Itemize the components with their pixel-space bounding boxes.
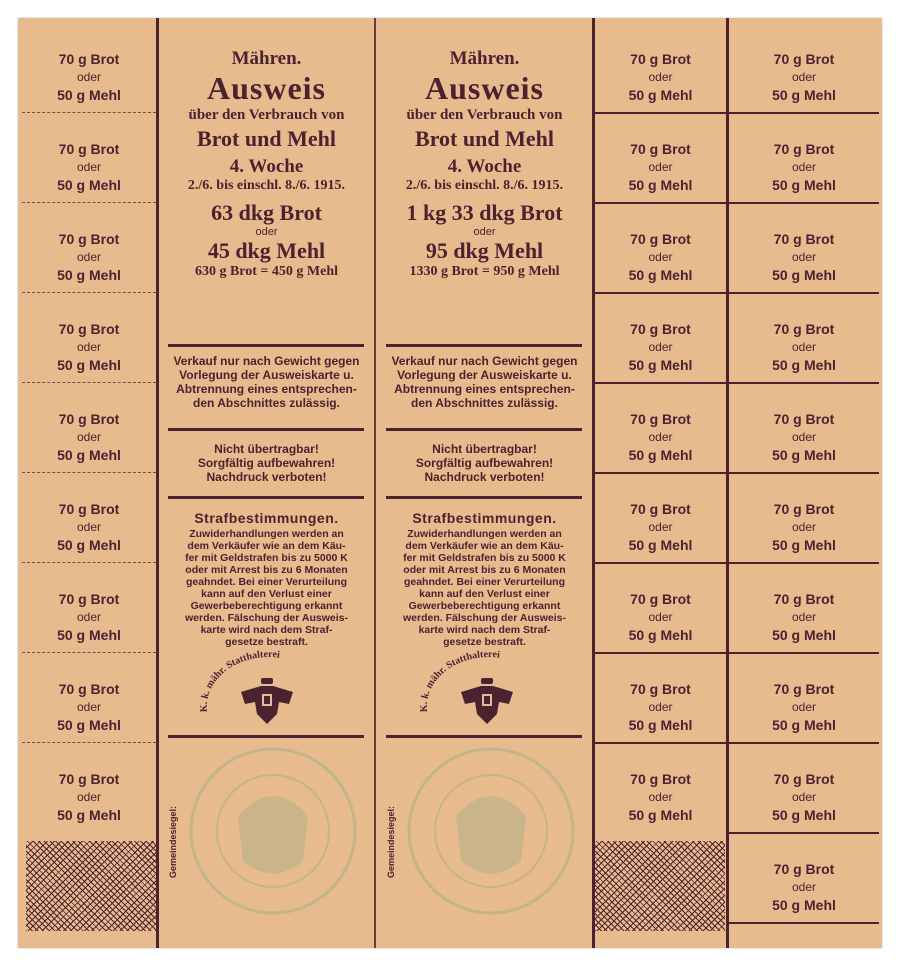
coupon-perforation xyxy=(595,562,726,564)
coupon-mehl: 50 g Mehl xyxy=(772,357,836,373)
coupon-brot: 70 g Brot xyxy=(630,231,691,247)
coupon-perforation xyxy=(729,832,879,834)
coupon-70g-brot-50g-mehl[interactable] xyxy=(595,50,726,104)
coupon-oder: oder xyxy=(791,250,817,264)
penalty-line: dem Verkäufer wie an dem Käu- xyxy=(405,540,564,552)
panel-week: 4. Woche xyxy=(229,156,304,177)
panel-oder: oder xyxy=(255,226,278,238)
coupon-brot: 70 g Brot xyxy=(630,771,691,787)
panel-divider xyxy=(386,496,582,499)
coupon-perforation xyxy=(595,382,726,384)
coupon-brot: 70 g Brot xyxy=(773,141,835,157)
warning-line: Nicht übertragbar! xyxy=(214,442,319,456)
coupon-70g-brot-50g-mehl[interactable] xyxy=(22,590,156,644)
coupon-oder: oder xyxy=(791,880,817,894)
coupon-70g-brot-50g-mehl[interactable] xyxy=(22,140,156,194)
coupon-70g-brot-50g-mehl[interactable] xyxy=(22,500,156,554)
coupon-mehl: 50 g Mehl xyxy=(772,537,836,553)
penalty-text xyxy=(377,528,592,648)
panel-oder: oder xyxy=(473,226,496,238)
sale-rule-line: Verkauf nur nach Gewicht gegen xyxy=(391,354,578,368)
panel-penalties xyxy=(377,510,592,648)
coupon-mehl: 50 g Mehl xyxy=(57,717,121,733)
coupon-70g-brot-50g-mehl[interactable] xyxy=(595,140,726,194)
panel-divider xyxy=(386,428,582,431)
penalty-line: karte wird nach dem Straf- xyxy=(418,624,551,636)
coupon-mehl: 50 g Mehl xyxy=(57,177,121,193)
coupon-perforation xyxy=(729,202,879,204)
coupon-oder: oder xyxy=(76,520,102,534)
coupon-mehl: 50 g Mehl xyxy=(772,897,836,913)
municipal-stamp xyxy=(178,736,368,926)
panel-equivalence: 630 g Brot = 450 g Mehl xyxy=(194,264,339,279)
municipal-stamp xyxy=(396,736,586,926)
coupon-oder: oder xyxy=(76,250,102,264)
coupon-perforation xyxy=(729,112,879,114)
panel-amount-brot: 1 kg 33 dkg Brot xyxy=(406,200,563,225)
ration-card xyxy=(18,18,882,948)
coupon-brot: 70 g Brot xyxy=(58,771,120,787)
panel-divider xyxy=(168,428,364,431)
coupon-mehl: 50 g Mehl xyxy=(628,807,693,823)
coupon-brot: 70 g Brot xyxy=(630,681,691,697)
coupon-oder: oder xyxy=(791,70,817,84)
coupon-oder: oder xyxy=(76,340,102,354)
coupon-mehl: 50 g Mehl xyxy=(628,447,693,463)
penalty-line: kann auf den Verlust einer xyxy=(419,588,550,600)
coupon-oder: oder xyxy=(791,430,817,444)
coupon-mehl: 50 g Mehl xyxy=(628,717,693,733)
coupon-oder: oder xyxy=(791,340,817,354)
coupon-brot: 70 g Brot xyxy=(773,861,835,877)
authority-seal xyxy=(409,650,565,734)
panel-region: Mähren. xyxy=(449,48,520,69)
coupon-brot: 70 g Brot xyxy=(58,501,120,517)
coupon-70g-brot-50g-mehl[interactable] xyxy=(729,320,879,374)
coupon-70g-brot-50g-mehl[interactable] xyxy=(595,680,726,734)
coupon-brot: 70 g Brot xyxy=(773,591,835,607)
penalty-line: dem Verkäufer wie an dem Käu- xyxy=(187,540,346,552)
penalty-line: Zuwiderhandlungen werden an xyxy=(189,528,344,540)
coupon-oder: oder xyxy=(791,520,817,534)
ration-panel-1 xyxy=(159,48,374,280)
coupon-brot: 70 g Brot xyxy=(773,231,835,247)
coupon-70g-brot-50g-mehl[interactable] xyxy=(22,230,156,284)
coupon-70g-brot-50g-mehl[interactable] xyxy=(595,320,726,374)
coupon-perforation xyxy=(729,652,879,654)
coupon-mehl: 50 g Mehl xyxy=(772,177,836,193)
coupon-brot: 70 g Brot xyxy=(58,321,120,337)
panel-penalties xyxy=(159,510,374,648)
coupon-70g-brot-50g-mehl[interactable] xyxy=(729,590,879,644)
coupon-70g-brot-50g-mehl[interactable] xyxy=(729,410,879,464)
coupon-70g-brot-50g-mehl[interactable] xyxy=(729,770,879,824)
coupon-mehl: 50 g Mehl xyxy=(628,537,693,553)
coupon-mehl: 50 g Mehl xyxy=(57,807,121,823)
penalty-line: gesetze bestraft. xyxy=(443,636,526,648)
coupon-perforation xyxy=(595,652,726,654)
coupon-mehl: 50 g Mehl xyxy=(772,447,836,463)
coupon-70g-brot-50g-mehl[interactable] xyxy=(22,770,156,824)
coupon-70g-brot-50g-mehl[interactable] xyxy=(729,500,879,554)
coupon-70g-brot-50g-mehl[interactable] xyxy=(595,590,726,644)
coupon-brot: 70 g Brot xyxy=(58,141,120,157)
ration-panel-2 xyxy=(377,48,592,280)
coupon-perforation xyxy=(22,202,156,203)
coupon-perforation xyxy=(22,112,156,113)
panel-dates: 2./6. bis einschl. 8./6. 1915. xyxy=(405,178,564,193)
coupon-mehl: 50 g Mehl xyxy=(57,447,121,463)
coupon-mehl: 50 g Mehl xyxy=(628,177,693,193)
coupon-brot: 70 g Brot xyxy=(630,141,691,157)
coupon-70g-brot-50g-mehl[interactable] xyxy=(595,770,726,824)
coupon-oder: oder xyxy=(648,430,673,444)
coupon-70g-brot-50g-mehl[interactable] xyxy=(595,500,726,554)
coupon-70g-brot-50g-mehl[interactable] xyxy=(729,140,879,194)
eagle-icon xyxy=(461,678,513,724)
coupon-perforation xyxy=(595,292,726,294)
penalty-line: fer mit Geldstrafen bis zu 5000 K xyxy=(185,552,348,564)
penalty-line: werden. Fälschung der Ausweis- xyxy=(403,612,566,624)
coupon-oder: oder xyxy=(648,340,673,354)
warning-line: Nachdruck verboten! xyxy=(424,470,545,484)
coupon-perforation xyxy=(595,472,726,474)
coupon-oder: oder xyxy=(76,70,102,84)
coupon-70g-brot-50g-mehl[interactable] xyxy=(595,410,726,464)
column-border xyxy=(374,18,376,948)
coupon-oder: oder xyxy=(76,790,102,804)
coupon-perforation xyxy=(729,382,879,384)
coupon-brot: 70 g Brot xyxy=(58,681,120,697)
warning-line: Sorgfältig aufbewahren! xyxy=(197,456,336,470)
sale-rule-line: Verkauf nur nach Gewicht gegen xyxy=(173,354,360,368)
coupon-mehl: 50 g Mehl xyxy=(57,627,121,643)
sale-rule-line: den Abschnittes zulässig. xyxy=(193,396,340,410)
eagle-icon xyxy=(241,678,293,724)
penalty-line: geahndet. Bei einer Verurteilung xyxy=(403,576,566,588)
penalty-text xyxy=(159,528,374,648)
sale-rule-line: Abtrennung eines entsprechen- xyxy=(176,382,357,396)
penalty-title: Strafbestimmungen. xyxy=(194,510,339,526)
coupon-perforation xyxy=(22,562,156,563)
penalty-line: geahndet. Bei einer Verurteilung xyxy=(185,576,348,588)
coupon-oder: oder xyxy=(791,700,817,714)
panel-sale-rule xyxy=(377,354,592,410)
coupon-perforation xyxy=(595,202,726,204)
panel-subtitle: über den Verbrauch von xyxy=(188,107,345,123)
coupon-mehl: 50 g Mehl xyxy=(628,87,693,103)
panel-title: Ausweis xyxy=(206,70,326,106)
coupon-perforation xyxy=(22,472,156,473)
sale-rule-line: den Abschnittes zulässig. xyxy=(411,396,558,410)
penalty-line: oder mit Arrest bis zu 6 Monaten xyxy=(403,564,566,576)
panel-goods: Brot und Mehl xyxy=(197,126,336,151)
coupon-brot: 70 g Brot xyxy=(630,321,691,337)
coupon-oder: oder xyxy=(648,160,673,174)
coupon-oder: oder xyxy=(648,70,673,84)
panel-subtitle: über den Verbrauch von xyxy=(406,107,563,123)
penalty-line: karte wird nach dem Straf- xyxy=(200,624,333,636)
coupon-oder: oder xyxy=(791,160,817,174)
panel-goods: Brot und Mehl xyxy=(415,126,554,151)
warning-line: Nachdruck verboten! xyxy=(206,470,327,484)
coupon-mehl: 50 g Mehl xyxy=(57,87,121,103)
coupon-mehl: 50 g Mehl xyxy=(628,357,693,373)
coupon-mehl: 50 g Mehl xyxy=(772,87,836,103)
coupon-mehl: 50 g Mehl xyxy=(772,627,836,643)
municipal-seal-label: Gemeindesiegel: xyxy=(386,805,396,878)
hatched-blank-right xyxy=(595,841,725,931)
sale-rule-line: Vorlegung der Ausweiskarte u. xyxy=(397,368,572,382)
coupon-perforation xyxy=(595,112,726,114)
coupon-mehl: 50 g Mehl xyxy=(772,267,836,283)
coupon-70g-brot-50g-mehl[interactable] xyxy=(22,320,156,374)
warning-line: Nicht übertragbar! xyxy=(432,442,537,456)
penalty-line: Gewerbeberechtigung erkannt xyxy=(190,600,343,612)
coupon-mehl: 50 g Mehl xyxy=(57,357,121,373)
panel-amount-brot: 63 dkg Brot xyxy=(211,200,322,225)
panel-warnings xyxy=(159,442,374,484)
penalty-line: fer mit Geldstrafen bis zu 5000 K xyxy=(403,552,566,564)
coupon-brot: 70 g Brot xyxy=(773,411,835,427)
panel-week: 4. Woche xyxy=(447,156,522,177)
panel-divider xyxy=(386,344,582,347)
municipal-seal-label: Gemeindesiegel: xyxy=(168,805,178,878)
panel-dates: 2./6. bis einschl. 8./6. 1915. xyxy=(187,178,346,193)
coupon-perforation xyxy=(22,292,156,293)
coupon-mehl: 50 g Mehl xyxy=(628,267,693,283)
coupon-perforation xyxy=(729,562,879,564)
coupon-70g-brot-50g-mehl[interactable] xyxy=(22,680,156,734)
coupon-brot: 70 g Brot xyxy=(630,51,691,67)
penalty-line: gesetze bestraft. xyxy=(225,636,308,648)
authority-label: K. k. mähr. Statthalterei xyxy=(418,650,501,713)
panel-divider xyxy=(168,344,364,347)
coupon-brot: 70 g Brot xyxy=(58,231,120,247)
coupon-70g-brot-50g-mehl[interactable] xyxy=(729,860,879,914)
coupon-perforation xyxy=(729,472,879,474)
coupon-mehl: 50 g Mehl xyxy=(57,537,121,553)
coupon-brot: 70 g Brot xyxy=(630,591,691,607)
coupon-oder: oder xyxy=(76,610,102,624)
coupon-70g-brot-50g-mehl[interactable] xyxy=(22,410,156,464)
coupon-perforation xyxy=(22,652,156,653)
coupon-oder: oder xyxy=(76,160,102,174)
coupon-70g-brot-50g-mehl[interactable] xyxy=(729,50,879,104)
penalty-title: Strafbestimmungen. xyxy=(412,510,557,526)
coupon-70g-brot-50g-mehl[interactable] xyxy=(22,50,156,104)
penalty-line: Zuwiderhandlungen werden an xyxy=(407,528,562,540)
coupon-oder: oder xyxy=(791,790,817,804)
coupon-perforation xyxy=(22,382,156,383)
coupon-brot: 70 g Brot xyxy=(58,51,120,67)
coupon-mehl: 50 g Mehl xyxy=(628,627,693,643)
authority-seal xyxy=(189,650,345,734)
coupon-oder: oder xyxy=(76,700,102,714)
penalty-line: werden. Fälschung der Ausweis- xyxy=(185,612,348,624)
sale-rule-line: Vorlegung der Ausweiskarte u. xyxy=(179,368,354,382)
panel-warnings xyxy=(377,442,592,484)
authority-label: K. k. mähr. Statthalterei xyxy=(198,650,281,713)
panel-equivalence: 1330 g Brot = 950 g Mehl xyxy=(409,264,560,279)
coupon-perforation xyxy=(595,742,726,744)
coupon-oder: oder xyxy=(648,520,673,534)
coupon-brot: 70 g Brot xyxy=(773,681,835,697)
panel-sale-rule xyxy=(159,354,374,410)
coupon-oder: oder xyxy=(648,700,673,714)
coupon-perforation xyxy=(22,742,156,743)
coupon-mehl: 50 g Mehl xyxy=(772,717,836,733)
coupon-brot: 70 g Brot xyxy=(630,411,691,427)
panel-amount-mehl: 45 dkg Mehl xyxy=(207,238,326,263)
sale-rule-line: Abtrennung eines entsprechen- xyxy=(394,382,575,396)
hatched-blank-left xyxy=(26,841,156,931)
coupon-70g-brot-50g-mehl[interactable] xyxy=(729,680,879,734)
coupon-oder: oder xyxy=(76,430,102,444)
coupon-brot: 70 g Brot xyxy=(58,411,120,427)
coupon-mehl: 50 g Mehl xyxy=(772,807,836,823)
coupon-brot: 70 g Brot xyxy=(773,51,835,67)
coupon-oder: oder xyxy=(791,610,817,624)
panel-amount-mehl: 95 dkg Mehl xyxy=(425,238,544,263)
coupon-brot: 70 g Brot xyxy=(773,771,835,787)
coupon-perforation xyxy=(729,292,879,294)
coupon-oder: oder xyxy=(648,250,673,264)
coupon-brot: 70 g Brot xyxy=(630,501,691,517)
penalty-line: oder mit Arrest bis zu 6 Monaten xyxy=(185,564,348,576)
coupon-brot: 70 g Brot xyxy=(773,501,835,517)
coupon-70g-brot-50g-mehl[interactable] xyxy=(729,230,879,284)
warning-line: Sorgfältig aufbewahren! xyxy=(415,456,554,470)
coupon-70g-brot-50g-mehl[interactable] xyxy=(595,230,726,284)
penalty-line: Gewerbeberechtigung erkannt xyxy=(408,600,561,612)
panel-title: Ausweis xyxy=(424,70,544,106)
coupon-oder: oder xyxy=(648,790,673,804)
panel-divider xyxy=(168,496,364,499)
coupon-mehl: 50 g Mehl xyxy=(57,267,121,283)
panel-region: Mähren. xyxy=(231,48,302,69)
coupon-oder: oder xyxy=(648,610,673,624)
penalty-line: kann auf den Verlust einer xyxy=(201,588,332,600)
coupon-brot: 70 g Brot xyxy=(773,321,835,337)
coupon-perforation xyxy=(729,922,879,924)
coupon-brot: 70 g Brot xyxy=(58,591,120,607)
coupon-perforation xyxy=(729,742,879,744)
